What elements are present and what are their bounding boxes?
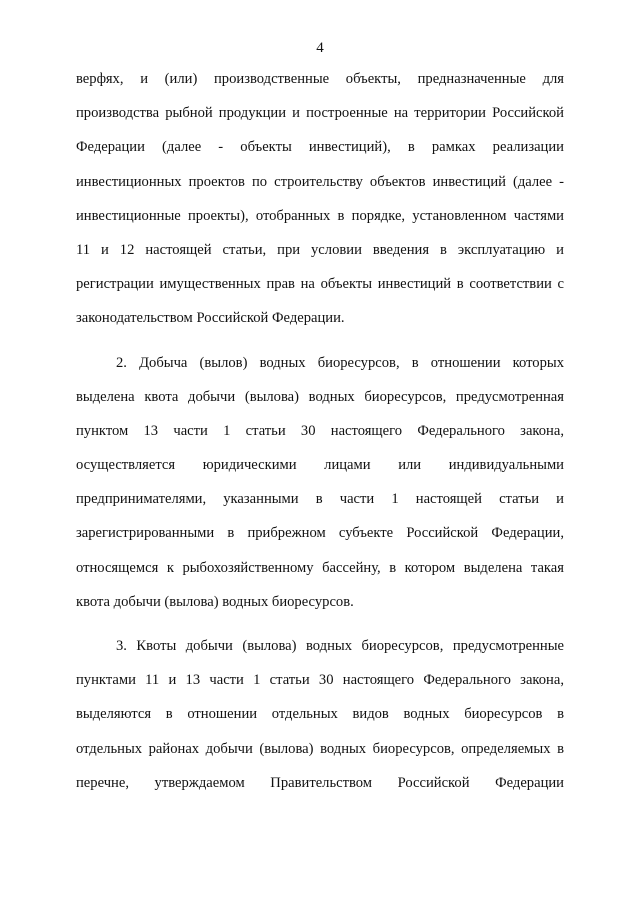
text-line: пунктами 11 и 13 части 1 статьи 30 настоящего Федерального закона, [76, 672, 564, 689]
text-line: относящемся к рыбохозяйственному бассейну, в котором выделена такая [76, 559, 564, 576]
paragraph-spacer [76, 619, 564, 629]
text-line: 3. Квоты добычи (вылова) водных биоресурсов, предусмотренные [116, 638, 564, 654]
text-line: инвестиционных проектов по строительству объектов инвестиций (далее - [76, 173, 564, 190]
text-line: производства рыбной продукции и построенные на территории Российской [76, 105, 564, 122]
paragraph-item-3 [76, 629, 564, 800]
text-line: выделяются в отношении отдельных видов водных биоресурсов в [76, 706, 564, 723]
text-line: осуществляется юридическими лицами или индивидуальными [76, 457, 564, 474]
text-line: выделена квота добычи (вылова) водных биоресурсов, предусмотренная [76, 388, 564, 405]
text-line: инвестиционные проекты), отобранных в порядке, установленном частями [76, 207, 564, 224]
text-line: законодательством Российской Федерации. [76, 310, 345, 327]
paragraph-item-2 [76, 346, 564, 620]
paragraph-spacer [76, 336, 564, 346]
text-line: квота добычи (вылова) водных биоресурсов. [76, 593, 354, 610]
text-line: регистрации имущественных прав на объекты инвестиций в соответствии с [76, 276, 564, 293]
text-line: предпринимателями, указанными в части 1 настоящей статьи и [76, 491, 564, 508]
text-line: 11 и 12 настоящей статьи, при условии введения в эксплуатацию и [76, 241, 564, 258]
text-line: пунктом 13 части 1 статьи 30 настоящего Федерального закона, [76, 422, 564, 439]
text-line: Федерации (далее - объекты инвестиций), в рамках реализации [76, 139, 564, 156]
text-line: 2. Добыча (вылов) водных биоресурсов, в отношении которых [116, 354, 564, 371]
text-line: зарегистрированными в прибрежном субъекте Российской Федерации, [76, 525, 564, 542]
text-line: отдельных районах добычи (вылова) водных биоресурсов, определяемых в [76, 740, 564, 757]
paragraph-continuation [76, 62, 564, 336]
text-line: верфях, и (или) производственные объекты, предназначенные для [76, 71, 564, 87]
document-body [76, 62, 564, 800]
text-line: перечне, утверждаемом Правительством Российской Федерации [76, 774, 564, 791]
page-number: 4 [316, 40, 324, 56]
